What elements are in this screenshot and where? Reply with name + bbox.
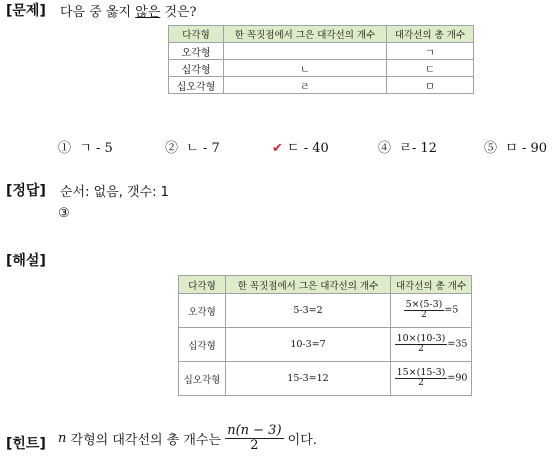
table-row [179, 294, 472, 328]
table-cell: $\frac{10\times(10-3)}{2}$ =35 [391, 328, 472, 362]
header-cell: 한 꼭짓점에서 그은 대각선의 개수 [224, 26, 387, 43]
table-cell: ㄱ [387, 43, 474, 60]
table-cell: 5-3=2 [226, 294, 391, 328]
hint-var: n [58, 430, 67, 446]
answer-line1: 순서: 없음, 갯수: 1 [60, 185, 169, 200]
table-cell: 오각형 [179, 294, 226, 328]
check-icon: ✔ [272, 141, 283, 156]
hint-text-post: 이다. [287, 432, 317, 448]
choice-3[interactable]: ✔ ㄷ - 40 [272, 141, 329, 156]
table-cell: ㄷ [387, 60, 474, 77]
problem-table [168, 25, 474, 94]
choice-5[interactable]: ⑤ ㅁ - 90 [484, 141, 548, 156]
table-cell: 15-3=12 [226, 362, 391, 396]
fraction: $\frac{15\times(15-3)}{2}$ [396, 367, 446, 389]
table-row [179, 328, 472, 362]
hint-label: [힌트] [6, 436, 46, 452]
table-cell: $\frac{15\times(15-3)}{2}$ =90 [391, 362, 472, 396]
table-cell: ㅁ [387, 77, 474, 94]
table-row [169, 77, 474, 94]
explanation-table [178, 275, 472, 396]
fraction: $\frac{10\times(10-3)}{2}$ [396, 333, 446, 355]
question-underline: 않은 [135, 5, 161, 20]
question-text [60, 1, 197, 20]
table-cell: $\frac{5\times(5-3)}{2}$ =5 [391, 294, 472, 328]
header-cell: 다각형 [179, 276, 226, 294]
hint-fraction: $\frac{n(n - 3)}{2}$ [227, 423, 282, 453]
choice-4[interactable]: ④ ㄹ- 12 [378, 141, 437, 156]
header-cell: 다각형 [169, 26, 224, 43]
hint-text [58, 424, 317, 452]
problem-label: [문제] [6, 3, 46, 19]
problem-table-header [169, 26, 474, 43]
answer-line2: ③ [58, 206, 70, 221]
answer-label: [정답] [6, 183, 46, 199]
choice-1[interactable]: ① ㄱ - 5 [58, 141, 113, 156]
header-cell: 대각선의 총 개수 [391, 276, 472, 294]
table-cell: ㄴ [224, 60, 387, 77]
question-pre: 다음 중 옳지 [60, 5, 136, 20]
table-cell [224, 43, 387, 60]
table-row [179, 362, 472, 396]
header-cell: 한 꼭짓점에서 그은 대각선의 개수 [226, 276, 391, 294]
table-cell: 십오각형 [169, 77, 224, 94]
explanation-label: [해설] [6, 253, 46, 269]
table-cell: 십각형 [169, 60, 224, 77]
table-cell: 십오각형 [179, 362, 226, 396]
explanation-table-header [179, 276, 472, 294]
table-row [169, 60, 474, 77]
hint-text-pre: 각형의 대각선의 총 개수는 [70, 432, 222, 448]
header-cell: 대각선의 총 개수 [387, 26, 474, 43]
table-row [169, 43, 474, 60]
fraction: $\frac{5\times(5-3)}{2}$ [405, 299, 443, 321]
question-post: 것은? [160, 5, 197, 20]
table-cell: 십각형 [179, 328, 226, 362]
table-cell: 10-3=7 [226, 328, 391, 362]
choice-2[interactable]: ② ㄴ - 7 [165, 141, 220, 156]
table-cell: ㄹ [224, 77, 387, 94]
table-cell: 오각형 [169, 43, 224, 60]
